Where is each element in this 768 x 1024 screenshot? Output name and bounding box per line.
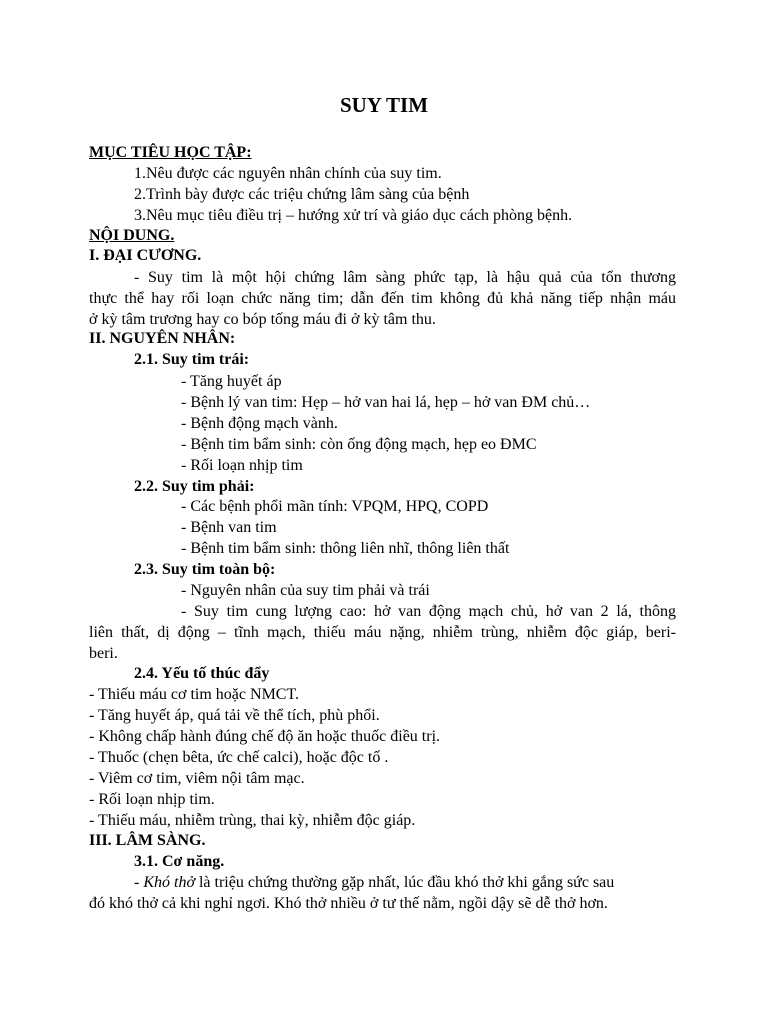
list-item: - Các bệnh phổi mãn tính: VPQM, HPQ, COPD	[181, 498, 489, 515]
symptom-term: Khó thở	[143, 874, 195, 891]
paragraph-line: beri.	[89, 645, 118, 662]
list-item: - Tăng huyết áp	[181, 373, 282, 390]
subsection-heading: 2.1. Suy tim trái:	[134, 351, 250, 368]
symptom-text: là triệu chứng thường gặp nhất, lúc đầu khó thở khi gắng sức sau	[194, 874, 615, 891]
subsection-heading: 3.1. Cơ năng.	[134, 853, 225, 870]
list-item: - Rối loạn nhịp tim.	[89, 791, 215, 808]
list-item: - Bệnh tim bẩm sinh: thông liên nhĩ, thông liên thất	[181, 540, 510, 557]
paragraph-line: ở kỳ tâm trương hay co bóp tống máu đi ở kỳ tâm thu.	[89, 311, 436, 328]
objective-item: 3.Nêu mục tiêu điều trị – hướng xử trí và giáo dục cách phòng bệnh.	[134, 207, 573, 224]
list-item: - Tăng huyết áp, quá tải về thể tích, phù phổi.	[89, 707, 380, 724]
subsection-heading: 2.2. Suy tim phải:	[134, 478, 255, 495]
section-heading: III. LÂM SÀNG.	[89, 832, 206, 849]
paragraph-line: - Suy tim là một hội chứng lâm sàng phức tạp, là hậu quả của tổn thương	[134, 269, 676, 286]
section-heading: II. NGUYÊN NHÂN:	[89, 330, 236, 347]
paragraph-line: liên thất, dị động – tĩnh mạch, thiếu máu nặng, nhiễm trùng, nhiễm độc giáp, beri-	[89, 624, 676, 641]
paragraph-line: thực thể hay rối loạn chức năng tim; dẫn đến tim không đủ khả năng tiếp nhận máu	[89, 290, 676, 307]
list-item: - Bệnh động mạch vành.	[181, 415, 338, 432]
list-item: - Bệnh tim bẩm sinh: còn ống động mạch, hẹp eo ĐMC	[181, 436, 537, 453]
paragraph-line: đó khó thở cả khi nghỉ ngơi. Khó thở nhiều ở tư thế nằm, ngồi dậy sẽ dễ thở hơn.	[89, 895, 608, 912]
content-heading: NỘI DUNG.	[89, 227, 175, 244]
dash: -	[134, 874, 144, 891]
symptom-lead	[134, 873, 614, 893]
list-item: - Thuốc (chẹn bêta, ức chế calci), hoặc độc tố .	[89, 749, 389, 766]
list-item: - Bệnh van tim	[181, 519, 277, 536]
page-title: SUY TIM	[339, 93, 429, 117]
list-item: - Thiếu máu, nhiễm trùng, thai kỳ, nhiễm độc giáp.	[89, 812, 416, 829]
subsection-heading: 2.3. Suy tim toàn bộ:	[134, 561, 276, 578]
subsection-heading: 2.4. Yếu tố thúc đẩy	[134, 665, 270, 682]
list-item: - Thiếu máu cơ tim hoặc NMCT.	[89, 686, 300, 703]
objectives-heading: MỤC TIÊU HỌC TẬP:	[89, 144, 252, 161]
list-item: - Nguyên nhân của suy tim phải và trái	[181, 582, 430, 599]
list-item: - Bệnh lý van tim: Hẹp – hở van hai lá, hẹp – hở van ĐM chủ…	[181, 394, 591, 411]
objective-item: 1.Nêu được các nguyên nhân chính của suy tim.	[134, 165, 442, 182]
list-item: - Rối loạn nhịp tim	[181, 457, 303, 474]
section-heading: I. ĐẠI CƯƠNG.	[89, 247, 202, 264]
list-item: - Viêm cơ tim, viêm nội tâm mạc.	[89, 770, 305, 787]
paragraph-line: - Suy tim cung lượng cao: hở van động mạch chủ, hở van 2 lá, thông	[181, 603, 676, 620]
objective-item: 2.Trình bày được các triệu chứng lâm sàng của bệnh	[134, 186, 470, 203]
list-item: - Không chấp hành đúng chế độ ăn hoặc thuốc điều trị.	[89, 728, 441, 745]
paragraph-line	[134, 873, 676, 893]
